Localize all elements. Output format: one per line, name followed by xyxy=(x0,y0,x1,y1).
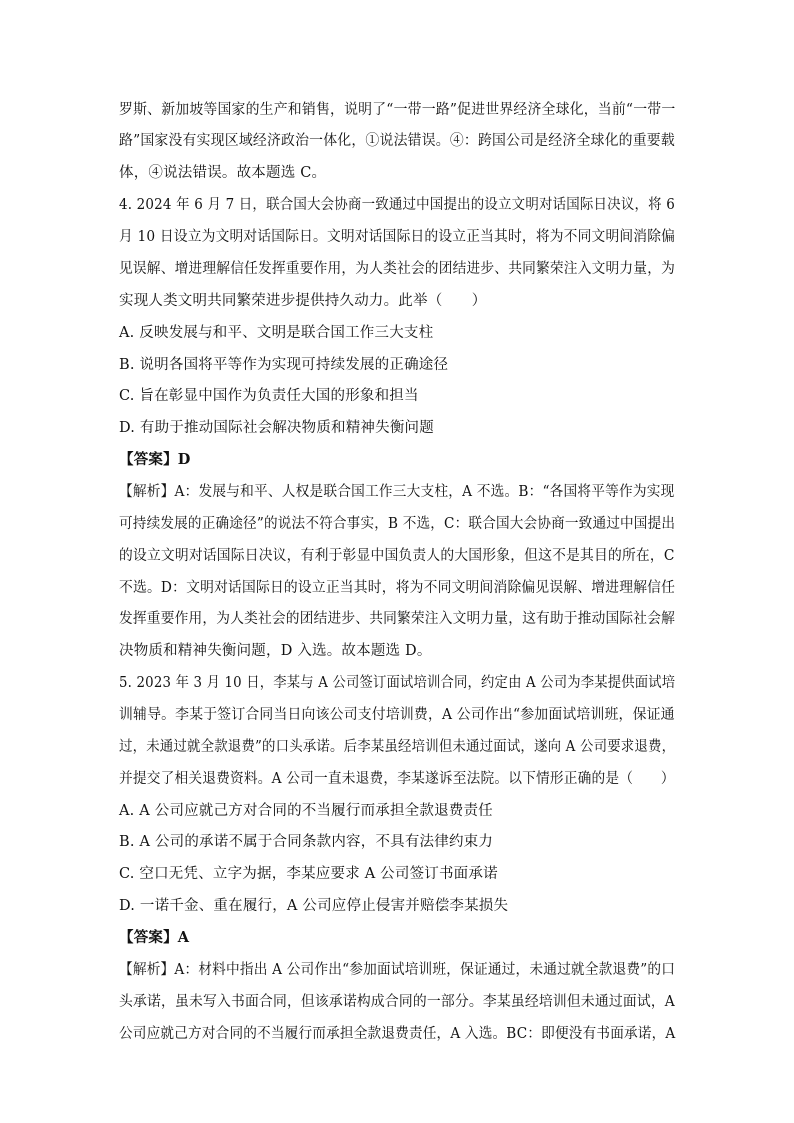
text-line: 的设立文明对话国际日决议，有利于彰显中国负责人的大国形象，但这不是其目的所在，C xyxy=(119,548,675,564)
text-line: 月 10 日设立为文明对话国际日。文明对话国际日的设立正当其时，将为不同文明间消除偏 xyxy=(119,229,676,245)
text-line: 可持续发展的正确途径”的说法不符合事实，B 不选，C：联合国大会协商一致通过中国提出 xyxy=(119,516,676,532)
text-line: 实现人类文明共同繁荣进步提供持久动力。此举（ ） xyxy=(119,293,487,309)
text-line: 公司应就己方对合同的不当履行而承担全款退费责任，A 入选。BC：即便没有书面承诺，A xyxy=(119,1026,676,1042)
analysis-line: 【解析】A：发展与和平、人权是联合国工作三大支柱，A 不选。B：“各国将平等作为实现 xyxy=(119,484,675,500)
question-4-line: 4. 2024 年 6 月 7 日，联合国大会协商一致通过中国提出的设立文明对话国际日决议，将 6 xyxy=(119,197,675,213)
question-5-line: 5. 2023 年 3 月 10 日，李某与 A 公司签订面试培训合同，约定由 A 公司为李某提供面试培 xyxy=(119,675,676,691)
text-line: 罗斯、新加坡等国家的生产和销售，说明了“一带一路”促进世界经济全球化，当前“一带一 xyxy=(119,102,676,118)
option-b: B. A 公司的承诺不属于合同条款内容，不具有法律约束力 xyxy=(119,834,494,850)
text-line: 决物质和精神失衡问题，D 入选。故本题选 D。 xyxy=(119,643,432,659)
answer-label: 【答案】D xyxy=(119,451,191,468)
analysis-line: 【解析】A：材料中指出 A 公司作出“参加面试培训班，保证通过，未通过就全款退费”的口 xyxy=(119,962,676,978)
option-b: B. 说明各国将平等作为实现可持续发展的正确途径 xyxy=(119,357,449,373)
text-line: 路”国家没有实现区域经济政治一体化，①说法错误。④：跨国公司是经济全球化的重要载 xyxy=(119,133,675,149)
option-d: D. 有助于推动国际社会解决物质和精神失衡问题 xyxy=(119,420,434,436)
text-line: 见误解、增进理解信任发挥重要作用，为人类社会的团结进步、共同繁荣注入文明力量，为 xyxy=(119,261,675,277)
text-line: 过，未通过就全款退费”的口头承诺。后李某虽经培训但未通过面试，遂向 A 公司要求退费， xyxy=(119,739,676,755)
option-a: A. 反映发展与和平、文明是联合国工作三大支柱 xyxy=(119,325,434,341)
text-line: 体，④说法错误。故本题选 C。 xyxy=(119,165,327,181)
option-c: C. 旨在彰显中国作为负责任大国的形象和担当 xyxy=(119,388,419,404)
text-line: 头承诺，虽未写入书面合同，但该承诺构成合同的一部分。李某虽经培训但未通过面试，A xyxy=(119,994,675,1010)
text-line: 发挥重要作用，为人类社会的团结进步、共同繁荣注入文明力量，这有助于推动国际社会解 xyxy=(119,611,675,627)
text-line: 训辅导。李某于签订合同当日向该公司支付培训费，A 公司作出“参加面试培训班，保证通 xyxy=(119,707,675,723)
option-d: D. 一诺千金、重在履行，A 公司应停止侵害并赔偿李某损失 xyxy=(119,898,509,914)
option-a: A. A 公司应就己方对合同的不当履行而承担全款退费责任 xyxy=(119,803,493,819)
text-line: 并提交了相关退费资料。A 公司一直未退费，李某遂诉至法院。以下情形正确的是（ ） xyxy=(119,771,675,787)
answer-label: 【答案】A xyxy=(119,929,190,946)
text-line: 不选。D：文明对话国际日的设立正当其时，将为不同文明间消除偏见误解、增进理解信任 xyxy=(119,580,676,596)
option-c: C. 空口无凭、立字为据，李某应要求 A 公司签订书面承诺 xyxy=(119,866,498,882)
